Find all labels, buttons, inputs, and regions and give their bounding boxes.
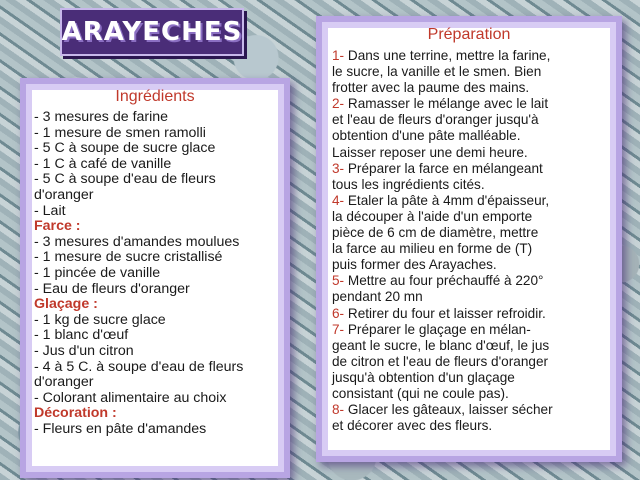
step-line	[332, 354, 610, 370]
step-text: pendant 20 mn	[332, 289, 423, 305]
step-line	[332, 338, 610, 354]
step-line	[332, 177, 610, 193]
list-item: - 1 mesure de sucre cristallisé	[34, 249, 223, 266]
step-number: 2-	[332, 96, 345, 112]
list-item: - Eau de fleurs d'oranger	[34, 280, 190, 297]
step-text: Etaler la pâte à 4mm d'épaisseur,	[344, 192, 550, 208]
step-number: 3-	[332, 160, 345, 176]
page-title: ARAYECHES	[61, 17, 243, 47]
list-item: - 1 pincée de vanille	[34, 264, 161, 281]
step-line	[332, 402, 610, 418]
list-item: d'oranger	[34, 186, 94, 203]
step-text: obtention d'une pâte malléable.	[332, 128, 521, 144]
step-line	[332, 112, 610, 128]
step-line	[332, 161, 610, 177]
list-item: - 5 C à soupe de sucre glace	[34, 140, 216, 157]
step-line	[332, 193, 610, 209]
decoration-heading: Décoration :	[34, 405, 117, 422]
ingredients-list	[26, 110, 284, 437]
step-line	[332, 386, 610, 402]
step-text: pièce de 6 cm de diamètre, mettre	[332, 225, 539, 241]
step-number: 5-	[332, 273, 345, 289]
step-text: Laisser reposer une demi heure.	[332, 144, 528, 160]
step-line	[332, 96, 610, 112]
step-text: Ramasser le mélange avec le lait	[344, 96, 549, 112]
step-line	[332, 48, 610, 64]
step-line	[332, 64, 610, 80]
step-number: 6-	[332, 305, 345, 321]
list-item: - 1 kg de sucre glace	[34, 311, 166, 328]
list-item: - Lait	[34, 202, 66, 219]
list-item: d'oranger	[34, 374, 94, 391]
step-text: Dans une terrine, mettre la farine,	[344, 48, 551, 63]
ingredients-card	[20, 78, 290, 478]
step-line	[332, 128, 610, 144]
step-line	[332, 273, 610, 289]
ingredients-heading: Ingrédients	[115, 88, 195, 105]
list-item: - 5 C à soupe d'eau de fleurs	[34, 171, 216, 188]
step-text: et l'eau de fleurs d'oranger jusqu'à	[332, 112, 539, 128]
step-number: 1-	[332, 48, 345, 63]
step-line	[332, 225, 610, 241]
step-line	[332, 145, 610, 161]
step-text: et décorer avec des fleurs.	[332, 418, 493, 434]
list-item: - 3 mesures d'amandes moulues	[34, 233, 240, 250]
list-item: - Colorant alimentaire au choix	[34, 389, 227, 406]
step-text: la farce au milieu en forme de (T)	[332, 241, 533, 257]
step-line	[332, 241, 610, 257]
list-item: - Jus d'un citron	[34, 342, 134, 359]
preparation-heading: Préparation	[427, 26, 511, 43]
step-text: Mettre au four préchauffé à 220°	[344, 273, 544, 289]
step-line	[332, 80, 610, 96]
step-text: puis former des Arayaches.	[332, 257, 497, 273]
glacage-heading: Glaçage :	[34, 296, 98, 313]
step-text: Préparer le glaçage en mélan-	[344, 321, 531, 337]
title-banner	[60, 8, 244, 56]
step-text: Préparer la farce en mélangeant	[344, 160, 543, 176]
preparation-steps	[322, 48, 616, 434]
step-text: Glacer les gâteaux, laisser sécher	[344, 402, 553, 418]
step-text: geant le sucre, le blanc d'œuf, le jus	[332, 337, 550, 353]
step-text: Retirer du four et laisser refroidir.	[344, 305, 546, 321]
step-line	[332, 289, 610, 305]
list-item: - 3 mesures de farine	[34, 109, 169, 125]
step-text: consistant (qui ne coule pas).	[332, 385, 509, 401]
step-line	[332, 322, 610, 338]
step-line	[332, 370, 610, 386]
step-line	[332, 306, 610, 322]
preparation-card	[316, 16, 622, 462]
step-line	[332, 257, 610, 273]
step-line	[332, 418, 610, 434]
farce-heading: Farce :	[34, 218, 81, 235]
step-number: 4-	[332, 192, 345, 208]
list-item: - 1 C à café de vanille	[34, 155, 172, 172]
list-item: - 4 à 5 C. à soupe d'eau de fleurs	[34, 358, 244, 375]
step-line	[332, 209, 610, 225]
step-text: le sucre, la vanille et le smen. Bien	[332, 64, 542, 80]
step-number: 8-	[332, 402, 345, 418]
list-item: - 1 blanc d'œuf	[34, 327, 129, 344]
step-text: la découper à l'aide d'un emporte	[332, 208, 533, 224]
step-text: frotter avec la paume des mains.	[332, 80, 530, 96]
list-item: - 1 mesure de smen ramolli	[34, 124, 206, 141]
step-number: 7-	[332, 321, 345, 337]
list-item: - Fleurs en pâte d'amandes	[34, 420, 207, 437]
step-text: jusqu'à obtention d'un glaçage	[332, 369, 515, 385]
step-text: de citron et l'eau de fleurs d'oranger	[332, 353, 549, 369]
step-text: tous les ingrédients cités.	[332, 176, 485, 192]
